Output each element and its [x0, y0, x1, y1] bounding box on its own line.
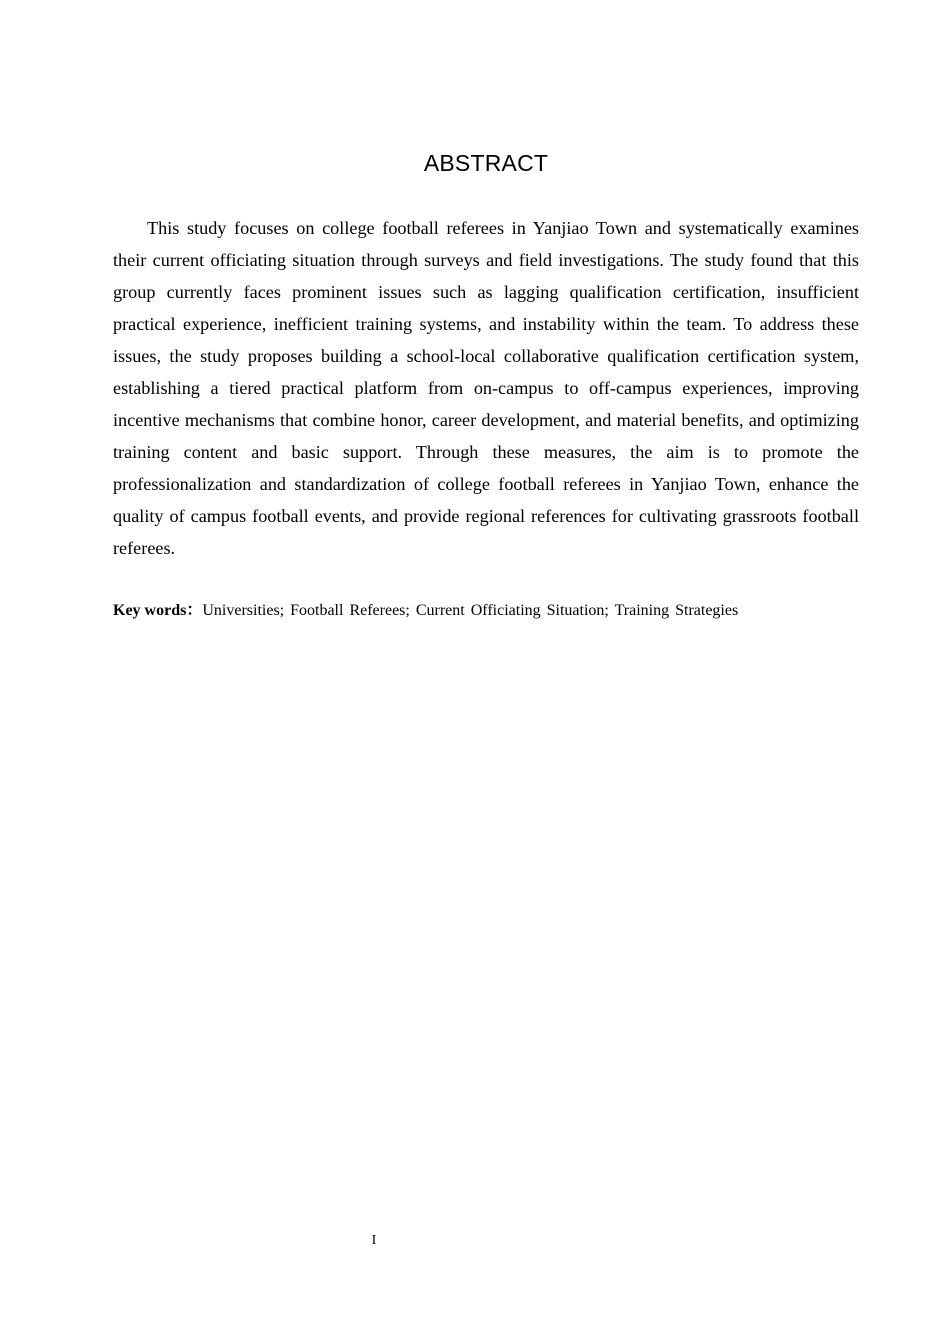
keywords-list: Universities; Football Referees; Current Officiating Situation; Training Strategies	[202, 602, 739, 619]
keywords-line	[113, 599, 859, 623]
keywords-label: Key words：	[113, 602, 203, 619]
page-number: I	[371, 1233, 377, 1248]
abstract-body: This study focuses on college football referees in Yanjiao Town and systematically examines their current officiating situation through surveys and field investigations. The study found that this group currently faces prominent issues such as lagging qualification certification, insufficient practical experience, inefficient training systems, and instability within the team. To address these issues, the study proposes building a school-local collaborative qualification certification system, establishing a tiered practical platform from on-campus to off-campus experiences, improving incentive mechanisms that combine honor, career development, and material benefits, and optimizing training content and basic support. Through these measures, the aim is to promote the professionalization and standardization of college football referees in Yanjiao Town, enhance the quality of campus football events, and provide regional references for cultivating grassroots football referees.	[113, 218, 859, 558]
abstract-title: ABSTRACT	[423, 150, 549, 176]
